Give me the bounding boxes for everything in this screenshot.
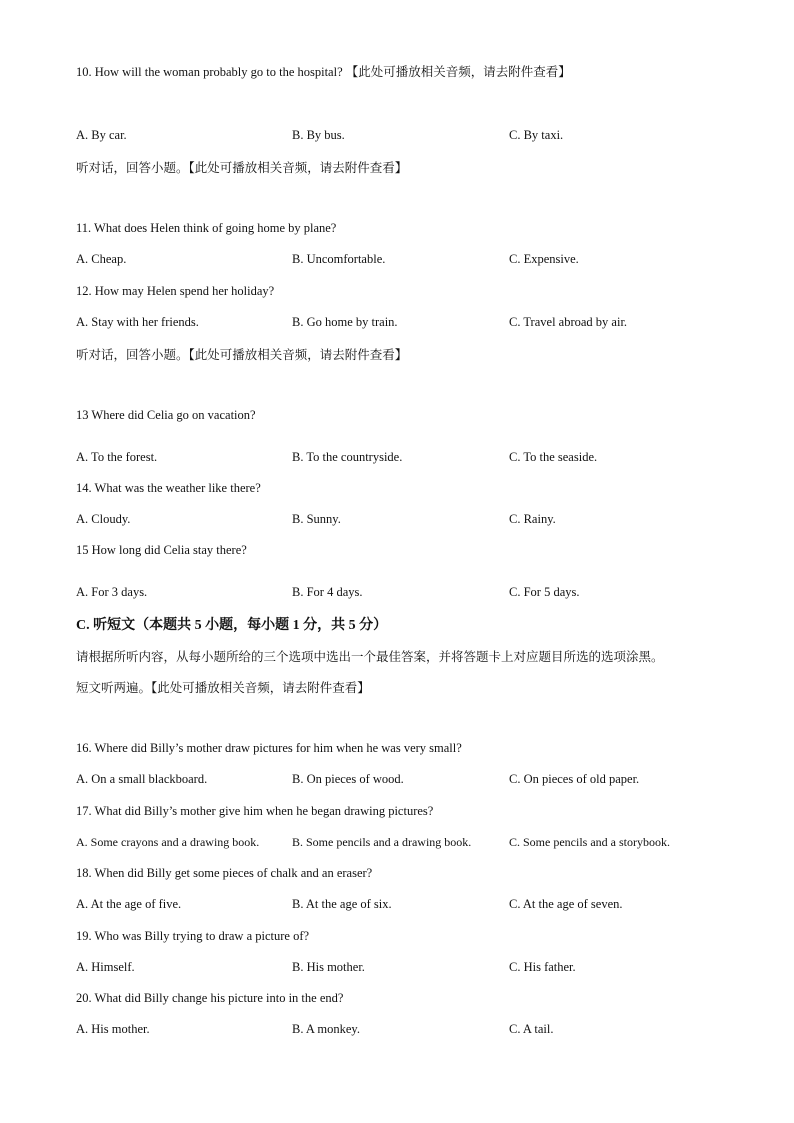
question-15-stem: 15 How long did Celia stay there?: [76, 543, 247, 557]
question-10-stem: 10. How will the woman probably go to the hospital? 【此处可播放相关音频，请去附件查看】: [76, 65, 571, 79]
q14-option-b: B. Sunny.: [292, 512, 341, 526]
question-18-stem: 18. When did Billy get some pieces of chalk and an eraser?: [76, 866, 373, 880]
q12-option-b: B. Go home by train.: [292, 315, 398, 329]
section-c-instruction: 请根据所听内容，从每小题所给的三个选项中选出一个最佳答案，并将答题卡上对应题目所选的选项涂黑。: [76, 650, 664, 664]
q16-option-b: B. On pieces of wood.: [292, 772, 404, 786]
q18-option-c: C. At the age of seven.: [509, 897, 623, 911]
q10-option-a: A. By car.: [76, 128, 127, 142]
q15-option-a: A. For 3 days.: [76, 585, 148, 599]
q17-option-a: A. Some crayons and a drawing book.: [76, 835, 260, 849]
q11-option-b: B. Uncomfortable.: [292, 252, 386, 266]
q18-option-b: B. At the age of six.: [292, 897, 392, 911]
question-20-stem: 20. What did Billy change his picture into in the end?: [76, 991, 344, 1005]
q10-option-c: C. By taxi.: [509, 128, 564, 142]
question-11-stem: 11. What does Helen think of going home by plane?: [76, 221, 337, 235]
question-19-stem: 19. Who was Billy trying to draw a picture of?: [76, 929, 310, 943]
q11-option-a: A. Cheap.: [76, 252, 127, 266]
listen-instruction-3: 短文听两遍。【此处可播放相关音频，请去附件查看】: [76, 681, 370, 695]
q12-option-c: C. Travel abroad by air.: [509, 315, 628, 329]
q13-option-c: C. To the seaside.: [509, 450, 598, 464]
q13-option-b: B. To the countryside.: [292, 450, 403, 464]
q10-option-b: B. By bus.: [292, 128, 345, 142]
q17-option-b: B. Some pencils and a drawing book.: [292, 835, 472, 849]
q20-option-a: A. His mother.: [76, 1022, 150, 1036]
q11-option-c: C. Expensive.: [509, 252, 579, 266]
q19-option-a: A. Himself.: [76, 960, 135, 974]
q19-option-b: B. His mother.: [292, 960, 365, 974]
q19-option-c: C. His father.: [509, 960, 576, 974]
q15-option-b: B. For 4 days.: [292, 585, 363, 599]
question-16-stem: 16. Where did Billy’s mother draw pictures for him when he was very small?: [76, 741, 462, 755]
question-14-stem: 14. What was the weather like there?: [76, 481, 261, 495]
section-c-heading: C. 听短文（本题共 5 小题，每小题 1 分，共 5 分）: [76, 618, 388, 633]
question-12-stem: 12. How may Helen spend her holiday?: [76, 284, 275, 298]
q18-option-a: A. At the age of five.: [76, 897, 182, 911]
q20-option-b: B. A monkey.: [292, 1022, 360, 1036]
question-17-stem: 17. What did Billy’s mother give him when he began drawing pictures?: [76, 804, 434, 818]
q16-option-a: A. On a small blackboard.: [76, 772, 208, 786]
q13-option-a: A. To the forest.: [76, 450, 158, 464]
q15-option-c: C. For 5 days.: [509, 585, 580, 599]
listen-instruction-1: 听对话，回答小题。【此处可播放相关音频，请去附件查看】: [76, 161, 408, 175]
q16-option-c: C. On pieces of old paper.: [509, 772, 640, 786]
q14-option-a: A. Cloudy.: [76, 512, 131, 526]
q14-option-c: C. Rainy.: [509, 512, 556, 526]
listen-instruction-2: 听对话，回答小题。【此处可播放相关音频，请去附件查看】: [76, 348, 408, 362]
q12-option-a: A. Stay with her friends.: [76, 315, 199, 329]
q20-option-c: C. A tail.: [509, 1022, 554, 1036]
q17-option-c: C. Some pencils and a storybook.: [509, 835, 670, 849]
question-13-stem: 13 Where did Celia go on vacation?: [76, 408, 256, 422]
